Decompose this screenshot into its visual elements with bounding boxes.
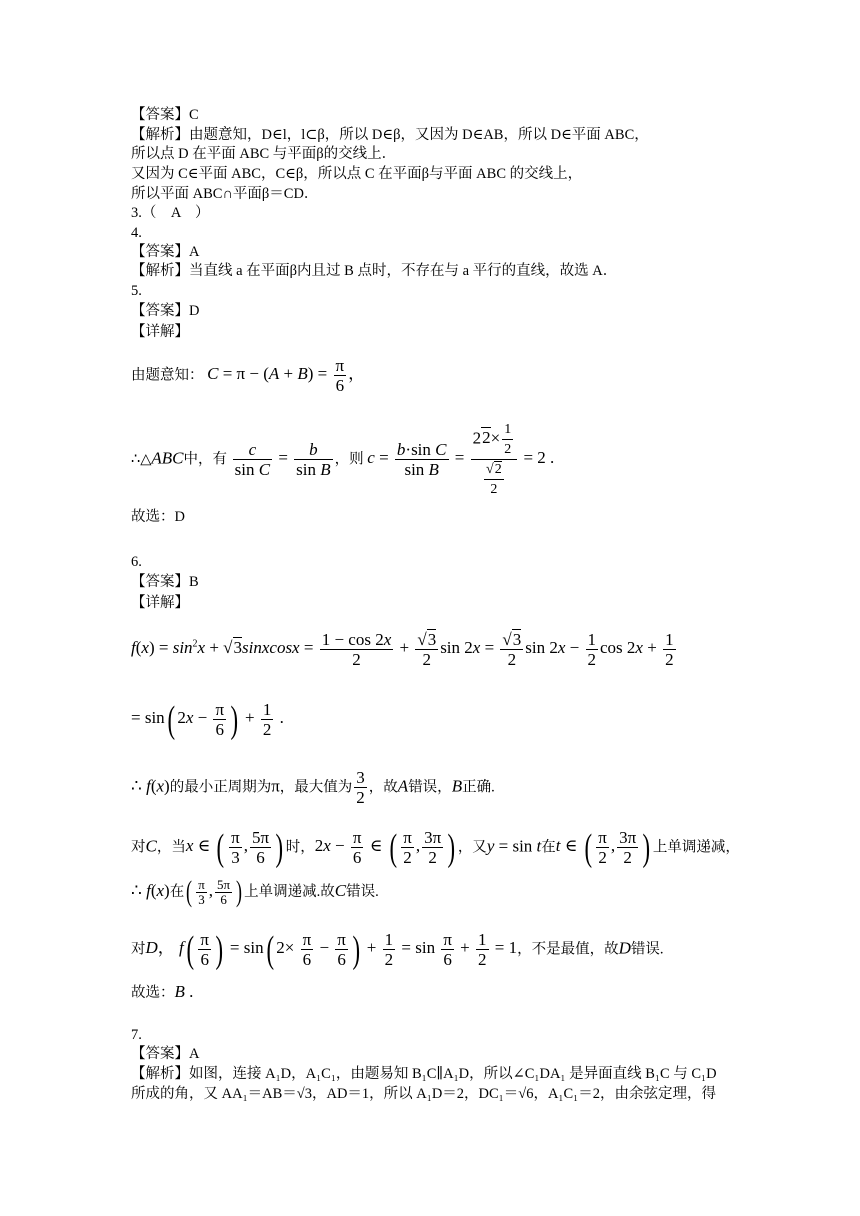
q6-number: 6.	[131, 554, 142, 570]
q5-line1	[131, 356, 365, 395]
q5-line2-then: ，则	[334, 451, 364, 468]
q5-formula-sine-law: $\frac{c}{\text{sin C}}$ = $\frac{b}{\text{sin B}}$	[234, 440, 331, 479]
q6-period-line: ∴ f(x)的最小正周期为π，最大值为 $\frac{3}{2}$ ，故A错误，B正确.	[131, 768, 495, 807]
q4-number: 4.	[131, 225, 142, 241]
q2-answer: 【答案】C	[131, 107, 199, 123]
q7-number: 7.	[131, 1027, 142, 1043]
q5-line2: ∴△ABC中，有 $\frac{c}{\text{sin C}}$ = $\frac{b}{\text{sin B}}$ ，则 c = $\frac{\text{b·sin C}}{\text{sin B}}$ = 22× $\frac{1}{2}$ $\frac{√2}{2}$ = 2 .	[131, 422, 555, 497]
q6-formula-f: $f(x) = \sin^2x$ + √3sinxcosx = $\frac{1 - \cos 2x}{2}$ + $\frac{√3}{2}$ sin 2x = $\frac{√3}{2}$ sin 2x − $\frac{1}{2}$ cos 2x + $\frac{1}{2}$	[131, 630, 674, 669]
q3-answer: 3.（ A ）	[131, 205, 210, 221]
q7-answer: 【答案】A	[131, 1046, 200, 1062]
q5-detail-heading: 【详解】	[131, 324, 189, 340]
q2-expl-line-4: 所以平面 ABC∩平面β＝CD．	[131, 186, 319, 202]
q2-expl-line-3: 又因为 C∈平面 ABC，C∈β，所以点 C 在平面β与平面 ABC 的交线上，	[131, 166, 583, 182]
q5-choice: 故选：D	[131, 509, 185, 525]
q6-detail-heading: 【详解】	[131, 595, 189, 611]
q6-option-c-conclusion: ∴ f(x)在( $\frac{\pi}{3}$ , $\frac{5\pi}{6}$ ) 上单调递减.故C错误.	[131, 875, 379, 908]
q5-line2-mid: 中，有	[183, 451, 227, 468]
q5-number: 5.	[131, 283, 142, 299]
q5-line2-prefix: ∴△	[131, 451, 152, 468]
q6-option-c-line: 对C，当x ∈ ( $\frac{\pi}{3}$ , $\frac{5\pi}{6}$ ) 时，2x − $\frac{\pi}{6}$ ∈ ( $\frac{\pi}{2}$ , $\frac{3\pi}{2}$ ) ，又y = sin t在t ∈ ( $\frac{\pi}{2}$ , $\frac{3\pi}{2}$ ) 上单调递减，	[131, 826, 740, 869]
q5-answer: 【答案】D	[131, 303, 200, 319]
q6-answer: 【答案】B	[131, 574, 199, 590]
q5-formula-c-value: c = $\frac{\text{b·sin C}}{\text{sin B}}$ = 22× $\frac{1}{2}$ $\frac{√2}{2}$ = 2 .	[367, 422, 555, 497]
q4-answer: 【答案】A	[131, 244, 200, 260]
q4-explanation: 【解析】当直线 a 在平面β内且过 B 点时，不存在与 a 平行的直线，故选 A．	[131, 263, 618, 279]
q5-formula-c: C = π − (A + B) = $\frac{\pi}{6}$ ，	[207, 356, 366, 395]
q7-expl-line-1: 【解析】如图，连接 A₁D，A₁C₁，由题易知 B₁C∥A₁D，所以∠C₁DA₁ 是异面直线 B₁C 与 C₁D	[131, 1066, 717, 1082]
q2-expl-line-2: 所以点 D 在平面 ABC 与平面β的交线上．	[131, 146, 397, 162]
q7-expl-line-2: 所成的角，又 AA₁＝AB＝√3，AD＝1，所以 A₁D＝2，DC₁＝√6，A₁C₁＝2，由余弦定理，得	[131, 1086, 716, 1102]
q6-formula-simplified: = sin( 2x − $\frac{\pi}{6}$ ) + $\frac{1}{2}$ .	[131, 698, 284, 741]
q6-option-d-line: 对D， f( $\frac{\pi}{6}$ ) = sin( 2× $\frac{\pi}{6}$ − $\frac{\pi}{6}$ ) + $\frac{1}{2}$ = sin $\frac{\pi}{6}$ + $\frac{1}{2}$ = 1，不是最值，故D错误.	[131, 928, 664, 971]
q5-line1-prefix: 由题意知：	[131, 367, 204, 384]
q6-choice: 故选：B .	[131, 982, 194, 1001]
q2-expl-line-1: 【解析】由题意知，D∈l，l⊂β，所以 D∈β，又因为 D∈AB，所以 D∈平面 ABC，	[131, 127, 649, 143]
